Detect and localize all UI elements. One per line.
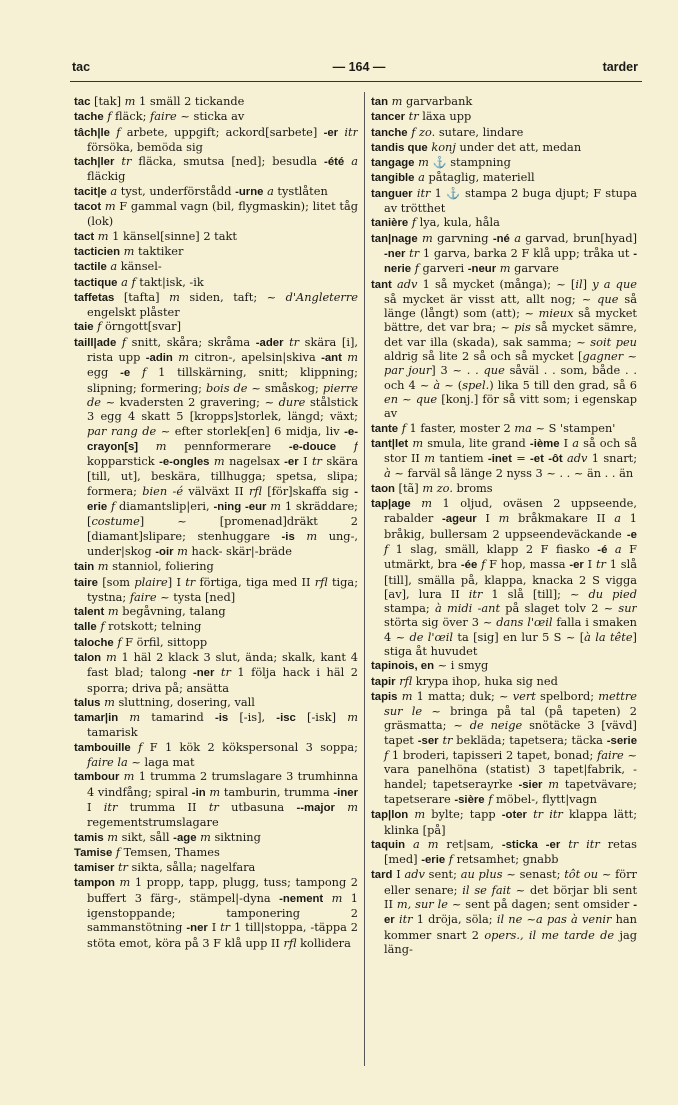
dictionary-entry: tandis que konj under det att, medan bbox=[371, 139, 582, 154]
dictionary-entry: tant adv 1 så mycket (många); ~ [il] y a que så mycket är visst att, allt nog; ~ que så länge (långt) som (att); ~ mieux så mycket bättre, det var bra; ~ pis så mycket sämre, det var illa (skada), sak samma; ~ soit peu aldrig så lite 2 så och så mycket [gagner ~ par jour] 3 ~ . . que såväl . . som, både . . och 4 ~ à ~ (spel.) lika 5 till den grad, så 6 en ~ que [konj.] för så vitt som; i egenskap av bbox=[371, 276, 637, 421]
dictionary-entry: tamiser tr sikta, sålla; nagelfara bbox=[74, 860, 256, 875]
dictionary-entry: talus m sluttning, dosering, vall bbox=[74, 694, 255, 709]
dictionary-entry: tach|ler tr fläcka, smutsa [ned]; besudla -été a fläckig bbox=[74, 154, 358, 184]
dictionary-entry: talent m begåvning, talang bbox=[74, 604, 226, 619]
dictionary-entry: tapinois, en ~ i smyg bbox=[371, 658, 489, 673]
dictionary-entry: tanière f lya, kula, håla bbox=[371, 215, 500, 230]
dictionary-entry: tacit|e a tyst, underförstådd -urne a tystlåten bbox=[74, 183, 328, 198]
page-number: — 164 — bbox=[332, 60, 386, 74]
dictionary-entry: tacticien m taktiker bbox=[74, 243, 184, 258]
dictionary-entry: tap|lon m bylte; tapp -oter tr itr klappa lätt; klinka [på] bbox=[371, 807, 637, 837]
dictionary-entry: tancer tr läxa upp bbox=[371, 109, 472, 124]
dictionary-entry: tapis m 1 matta; duk; ~ vert spelbord; mettre sur le ~ bringa på tal (på tapeten) 2 gräsmatta; ~ de neige snötäcke 3 [vävd] tapet -ser tr bekläda; tapetsera; täcka -serie f 1 broderi, tapisseri 2 tapet, bonad; faire ~ vara panelhöna (statist) 3 tapet|fabrik, -handel; tapetserayrke -sier m tapetvävare; tapetserare -sière f möbel-, flytt|vagn bbox=[371, 688, 637, 806]
left-column bbox=[74, 94, 358, 950]
dictionary-entry: tain m stanniol, foliering bbox=[74, 559, 214, 574]
dictionary-entry: tamar|in m tamarind -is [-is], -isc [-isk] m tamarisk bbox=[74, 710, 358, 740]
dictionary-entry: tangible a påtaglig, materiell bbox=[371, 170, 535, 185]
dictionary-entry: tache f fläck; faire ~ sticka av bbox=[74, 109, 245, 124]
dictionary-entry: taire [som plaire] I tr förtiga, tiga med II rfl tiga; tystna; faire ~ tysta [ned] bbox=[74, 574, 358, 604]
column-divider bbox=[364, 92, 365, 1066]
dictionary-entry: taie f örngott[svar] bbox=[74, 319, 182, 334]
dictionary-entry: tact m 1 känsel[sinne] 2 takt bbox=[74, 228, 237, 243]
dictionary-entry: talon m 1 häl 2 klack 3 slut, ända; skalk, kant 4 fast blad; talong -ner tr 1 följa hack i häl 2 sporra; driva på; ansätta bbox=[74, 649, 358, 695]
dictionary-entry: taffetas [tafta] m siden, taft; ~ d'Angleterre engelskt plåster bbox=[74, 289, 358, 320]
dictionary-entry: tambour m 1 trumma 2 trumslagare 3 trumhinna 4 vindfång; spiral -in m tamburin, trumma -iner I itr trumma II tr utbasuna --major m regementstrumslagare bbox=[74, 769, 358, 830]
header-rule bbox=[70, 81, 642, 82]
dictionary-entry: tangage m ⚓ stampning bbox=[371, 155, 511, 170]
dictionary-entry: tanguer itr 1 ⚓ stampa 2 buga djupt; F stupa av trötthet bbox=[371, 185, 637, 216]
dictionary-entry: tacot m F gammal vagn (bil, flygmaskin); litet tåg (lok) bbox=[74, 199, 358, 229]
dictionary-entry: tactique a f takt|isk, -ik bbox=[74, 274, 204, 289]
dictionary-entry: tante f 1 faster, moster 2 ma ~ S 'stampen' bbox=[371, 420, 616, 435]
dictionary-entry: taquin a m ret|sam, -sticka -er tr itr retas [med] -erie f retsamhet; gnabb bbox=[371, 836, 637, 867]
dictionary-entry: tampon m 1 propp, tapp, plugg, tuss; tampong 2 buffert 3 färg-, stämpel|-dyna -nement m 1 igenstoppande; tamponering 2 sammanstötning -ner I tr 1 till|stoppa, -täppa 2 stöta emot, köra på 3 F klå upp II rfl kollidera bbox=[74, 875, 358, 950]
dictionary-entry: taon [tã] m zo. broms bbox=[371, 480, 493, 495]
header-first-word: tac bbox=[72, 60, 91, 74]
dictionary-entry: tambouille f F 1 kök 2 kökspersonal 3 soppa; faire la ~ laga mat bbox=[74, 739, 358, 770]
right-column bbox=[371, 94, 637, 956]
dictionary-entry: tap|age m 1 oljud, oväsen 2 uppseende, rabalder -ageur I m bråkmakare II a 1 bråkig, bullersam 2 uppseendeväckande -e f 1 slag, smäll, klapp 2 F fiasko -é a F utmärkt, bra -ée f F hop, massa -er I tr 1 slå [till], smälla på, klappa, knacka 2 S vigga [av], lura II itr 1 slå [till]; ~ du pied stampa; à midi -ant på slaget tolv 2 ~ sur störta sig över 3 ~ dans l'œil falla i smaken 4 ~ de l'œil ta [sig] en lur 5 S ~ [à la tête] stiga åt huvudet bbox=[371, 496, 637, 658]
dictionary-entry: Tamise f Temsen, Thames bbox=[74, 844, 220, 859]
dictionary-entry: tanche f zo. sutare, lindare bbox=[371, 124, 524, 139]
header-last-word: tarder bbox=[602, 60, 638, 74]
dictionary-entry: talle f rotskott; telning bbox=[74, 619, 202, 634]
dictionary-entry: tâch|le f arbete, uppgift; ackord[sarbete] -er itr försöka, bemöda sig bbox=[74, 124, 358, 154]
dictionary-entry: tamis m sikt, såll -age m siktning bbox=[74, 829, 261, 844]
dictionary-entry: tapir rfl krypa ihop, huka sig ned bbox=[371, 673, 558, 688]
dictionary-entry: taill|ade f snitt, skåra; skråma -ader tr skära [i], rista upp -adin m citron-, apelsin|skiva -ant m egg -e f 1 tillskärning, snitt; klippning; slipning; formering; bois de ~ småskog; pierre de ~ kvadersten 2 gravering; ~ dure stålstick 3 egg 4 skatt 5 [kropps]storlek, längd; växt; par rang de ~ efter storlek[en] 6 midja, liv -e-crayon[s] m pennformerare -e-douce f kopparstick -e-ongles m nagelsax -er I tr skära [till, ut], beskära, tillhugga; spetsa, slipa; formera; bien -é välväxt II rfl [för]skaffa sig -erie f diamantslip|eri, -ning -eur m 1 skräddare; [costume] ~ [promenad]dräkt 2 [diamant]slipare; stenhuggare -is m ung-, under|skog -oir m hack- skär|-bräde bbox=[74, 334, 358, 558]
dictionary-entry: taloche f F örfil, sittopp bbox=[74, 634, 208, 649]
page-header bbox=[72, 60, 646, 80]
dictionary-entry: tant|let m smula, lite grand -ième I a så och så stor II m tantiem -inet = -et -ôt adv 1 snart; à ~ farväl så länge 2 nyss 3 ~ . . ~ än . . än bbox=[371, 435, 637, 481]
dictionary-entry: tac [tak] m 1 smäll 2 tickande bbox=[74, 94, 245, 108]
dictionary-entry: tan|nage m garvning -né a garvad, brun[hyad] -ner tr 1 garva, barka 2 F klå upp; tråka ut -nerie f garveri -neur m garvare bbox=[371, 230, 637, 276]
dictionary-entry: tan m garvarbank bbox=[371, 94, 473, 108]
dictionary-entry: tard I adv sent; au plus ~ senast; tôt ou ~ förr eller senare; il se fait ~ det börjar bli sent II m, sur le ~ sent på dagen; sent omsider -er itr 1 dröja, söla; il ne ~a pas à venir han kommer snart 2 opers., il me tarde de jag läng- bbox=[371, 867, 637, 956]
dictionary-entry: tactile a känsel- bbox=[74, 259, 162, 274]
